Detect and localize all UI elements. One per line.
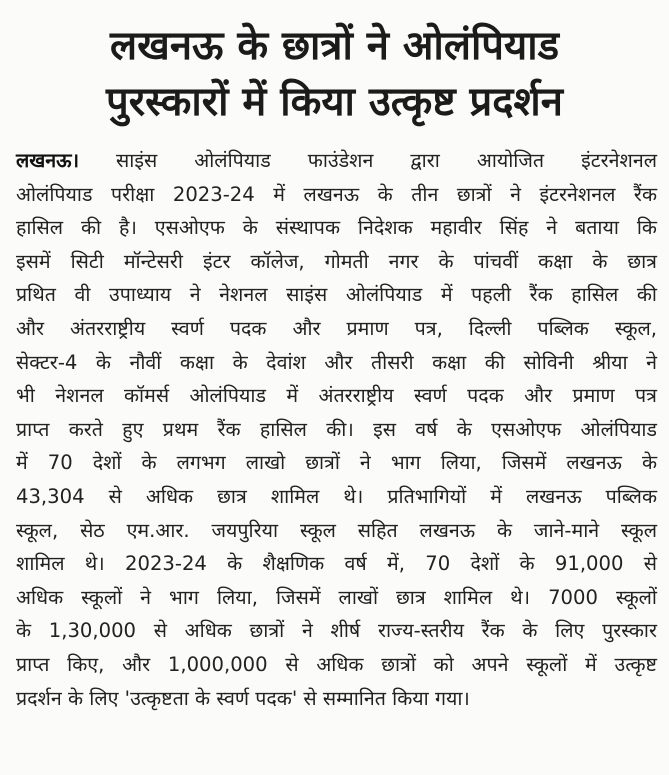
- article-line: प्रदर्शन के लिए 'उत्कृष्टता के स्वर्ण पदक' से सम्मानित किया गया।: [16, 686, 470, 710]
- article-line: भी नेशनल कॉमर्स ओलंपियाड में अंतरराष्ट्रीय स्वर्ण पदक और प्रमाण पत्र: [16, 384, 657, 408]
- article-line: शामिल थे। 2023-24 के शैक्षणिक वर्ष में, 70 देशों के 91,000 से: [16, 552, 657, 576]
- headline-line-1: लखनऊ के छात्रों ने ओलंपियाड: [110, 23, 559, 69]
- article-line: इसमें सिटी मॉन्टेसरी इंटर कॉलेज, गोमती नगर के पांचवीं कक्षा के छात्र: [16, 249, 657, 273]
- article-line: प्राप्त करते हुए प्रथम रैंक हासिल की। इस वर्ष के एसओएफ ओलंपियाड: [16, 417, 657, 441]
- article-line: हासिल की है। एसओएफ के संस्थापक निदेशक महावीर सिंह ने बताया कि: [16, 216, 657, 240]
- article-line: में 70 देशों के लगभग लाखो छात्रों ने भाग लिया, जिसमें लखनऊ के: [16, 451, 657, 475]
- article-line: प्राप्त किए, और 1,000,000 से अधिक छात्रों को अपने स्कूलों में उत्कृष्ट: [16, 652, 657, 676]
- article-line: ओलंपियाड परीक्षा 2023-24 में लखनऊ के तीन छात्रों ने इंटरनेशनल रैंक: [16, 182, 657, 206]
- article-line: [16, 144, 657, 178]
- dateline: लखनऊ।: [16, 149, 79, 172]
- article-line: प्रथित वी उपाध्याय ने नेशनल साइंस ओलंपियाड में पहली रैंक हासिल की: [16, 283, 657, 307]
- article-line: और अंतरराष्ट्रीय स्वर्ण पदक और प्रमाण पत्र, दिल्ली पब्लिक स्कूल,: [16, 316, 657, 340]
- article-line: के 1,30,000 से अधिक छात्रों ने शीर्ष राज्य-स्तरीय रैंक के लिए पुरस्कार: [16, 619, 657, 643]
- article-body: [16, 144, 657, 715]
- headline-line-2: पुरस्कारों में किया उत्कृष्ट प्रदर्शन: [106, 79, 563, 125]
- article-line: सेक्टर-4 के नौवीं कक्षा के देवांश और तीसरी कक्षा की सोविनी श्रीया ने: [16, 350, 657, 374]
- article-line-text: साइंस ओलंपियाड फाउंडेशन द्वारा आयोजित इंटरनेशनल: [79, 149, 657, 172]
- article-line: अधिक स्कूलों ने भाग लिया, जिसमें लाखों छात्र शामिल थे। 7000 स्कूलों: [16, 585, 657, 609]
- headline: [10, 18, 659, 130]
- article-line: स्कूल, सेठ एम.आर. जयपुरिया स्कूल सहित लखनऊ के जाने-माने स्कूल: [16, 518, 657, 542]
- article-line: 43,304 से अधिक छात्र शामिल थे। प्रतिभागियों में लखनऊ पब्लिक: [16, 484, 657, 508]
